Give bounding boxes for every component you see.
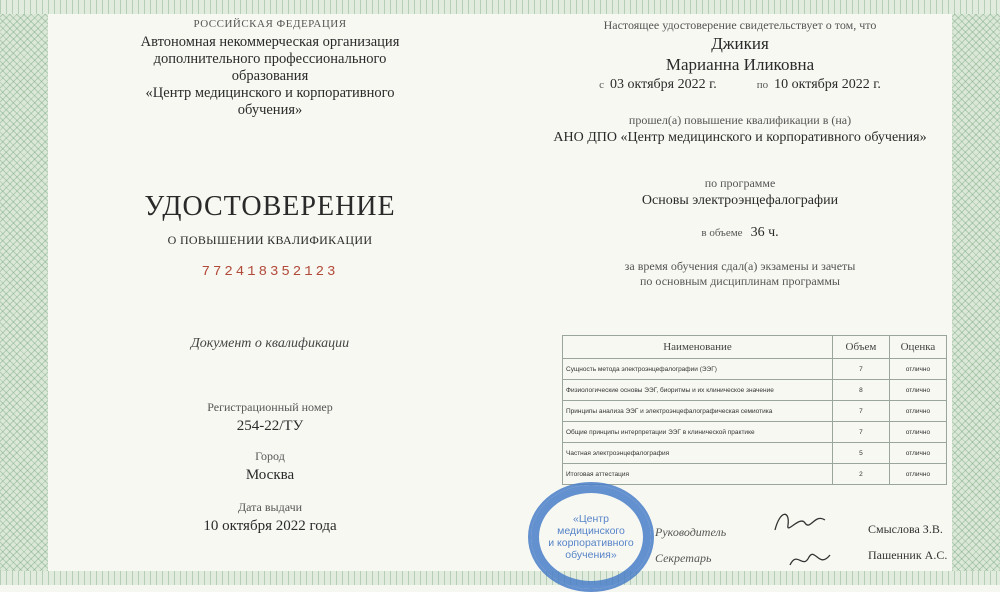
volume-value: 36 ч. xyxy=(750,225,779,240)
decorative-border-left xyxy=(0,0,48,585)
organization-short: АНО ДПО «Центр медицинского и корпоративного обучения» xyxy=(553,130,927,145)
left-column xyxy=(60,18,480,535)
subject-cell: Физиологические основы ЭЭГ, биоритмы и их клиническое значение xyxy=(563,380,833,401)
hours-cell: 8 xyxy=(833,380,890,401)
holder-name: Марианна Иликовна xyxy=(665,55,815,74)
registration-value: 254-22/ТУ xyxy=(236,418,304,434)
stamp-line: обучения» xyxy=(565,549,617,561)
subject-cell: Итоговая аттестация xyxy=(563,464,833,485)
subject-cell: Частная электроэнцефалография xyxy=(563,443,833,464)
stamp-text xyxy=(548,513,633,561)
date-from xyxy=(599,77,717,93)
secretary-signature xyxy=(785,545,835,575)
program-value: Основы электроэнцефалографии xyxy=(641,193,839,208)
subject-cell: Принципы анализа ЭЭГ и электроэнцефалографическая семиотика xyxy=(563,401,833,422)
decorative-border-bottom xyxy=(0,571,1000,585)
document-type: Документ о квалификации xyxy=(190,336,350,351)
grades-table xyxy=(562,335,947,485)
stamp-line: и корпоративного xyxy=(548,537,634,549)
hours-cell: 7 xyxy=(833,359,890,380)
country-label: РОССИЙСКАЯ ФЕДЕРАЦИЯ xyxy=(193,18,347,30)
grade-cell: отлично xyxy=(889,380,946,401)
stamp-line: медицинского xyxy=(557,525,625,537)
director-label: Руководитель xyxy=(655,525,727,539)
holder-surname: Джикия xyxy=(711,34,769,53)
organization-name xyxy=(60,34,480,119)
training-dates xyxy=(520,77,960,93)
organization-line: дополнительного профессионального xyxy=(153,51,387,67)
organization-line: Автономная некоммерческая организация xyxy=(140,34,400,50)
issue-date-label: Дата выдачи xyxy=(237,500,303,514)
issue-date-block xyxy=(60,500,480,535)
grade-cell: отлично xyxy=(889,422,946,443)
volume-label: в объеме xyxy=(701,227,743,239)
table-row xyxy=(563,380,947,401)
organization-line: «Центр медицинского и корпоративного xyxy=(145,85,395,101)
stamp-line: «Центр xyxy=(573,513,609,525)
grade-cell: отлично xyxy=(889,359,946,380)
organization-line: образования xyxy=(231,68,309,84)
certificate-number: 772418352123 xyxy=(201,264,339,280)
hours-cell: 7 xyxy=(833,401,890,422)
city-label: Город xyxy=(255,449,285,463)
intro-text: Настоящее удостоверение свидетельствует о том, что xyxy=(603,18,877,32)
date-from-value: 03 октября 2022 г. xyxy=(610,77,717,92)
city-block xyxy=(60,449,480,484)
table-row xyxy=(563,401,947,422)
exam-line-2: по основным дисциплинам программы xyxy=(639,274,840,288)
date-to xyxy=(757,77,881,93)
table-row xyxy=(563,464,947,485)
issue-date-value: 10 октября 2022 года xyxy=(203,518,337,534)
header-name: Наименование xyxy=(563,336,833,359)
date-to-prefix: по xyxy=(756,79,769,91)
date-from-prefix: с xyxy=(599,79,605,91)
subject-cell: Сущность метода электроэнцефалографии (ЭЭГ) xyxy=(563,359,833,380)
subject-cell: Общие принципы интерпретации ЭЭГ в клинической практике xyxy=(563,422,833,443)
decorative-border-top xyxy=(0,0,1000,14)
table-header-row xyxy=(563,336,947,359)
registration-block xyxy=(60,400,480,435)
table-row xyxy=(563,443,947,464)
date-to-value: 10 октября 2022 г. xyxy=(774,77,881,92)
header-grade: Оценка xyxy=(889,336,946,359)
hours-cell: 2 xyxy=(833,464,890,485)
grade-cell: отлично xyxy=(889,401,946,422)
header-volume: Объем xyxy=(833,336,890,359)
document-subtitle: О ПОВЫШЕНИИ КВАЛИФИКАЦИИ xyxy=(167,233,373,247)
passed-label: прошел(а) повышение квалификации в (на) xyxy=(628,113,852,127)
right-column xyxy=(520,18,960,289)
table-row xyxy=(563,359,947,380)
exam-line-1: за время обучения сдал(а) экзамены и зачеты xyxy=(624,259,856,273)
volume-row xyxy=(520,225,960,241)
director-name: Смыслова З.В. xyxy=(868,522,943,536)
organization-line: обучения» xyxy=(237,102,303,118)
hours-cell: 7 xyxy=(833,422,890,443)
program-label: по программе xyxy=(704,176,776,190)
document-title: УДОСТОВЕРЕНИЕ xyxy=(144,191,396,222)
director-signature xyxy=(770,505,830,540)
secretary-name: Пашенник А.С. xyxy=(868,548,948,562)
registration-label: Регистрационный номер xyxy=(207,400,333,414)
table-row xyxy=(563,422,947,443)
organization-stamp xyxy=(528,482,654,592)
secretary-label: Секретарь xyxy=(655,551,712,565)
city-value: Москва xyxy=(245,467,295,483)
grade-cell: отлично xyxy=(889,464,946,485)
hours-cell: 5 xyxy=(833,443,890,464)
grade-cell: отлично xyxy=(889,443,946,464)
